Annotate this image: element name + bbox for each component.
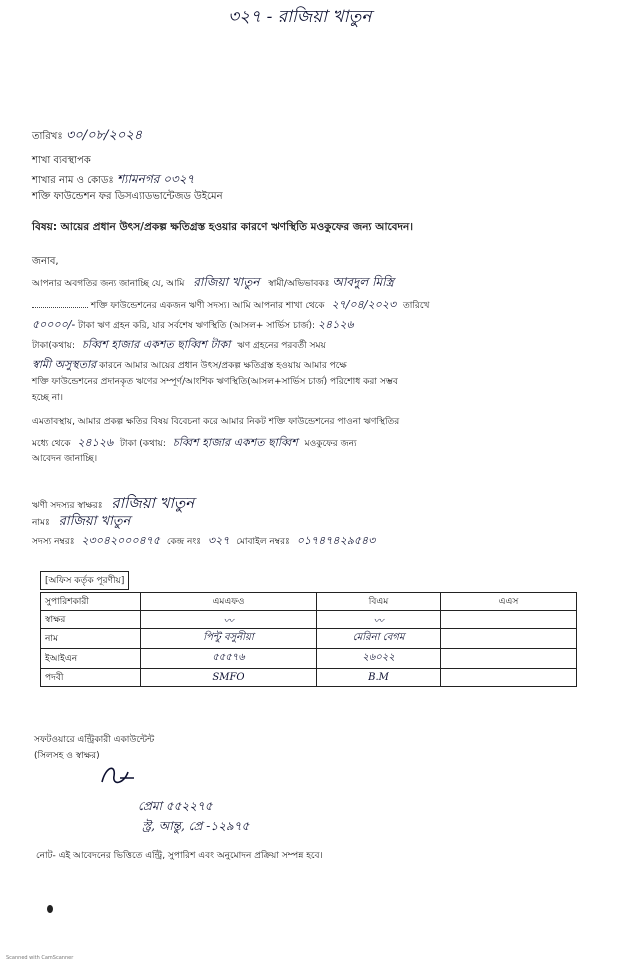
member-name: রাজিয়া খাতুন	[58, 514, 131, 529]
loan-date: ২৭/০৪/২০২৩	[331, 298, 397, 311]
branch-label: শাখার নাম ও কোডঃ	[32, 175, 114, 186]
member-signature: রাজিয়া খাতুন	[111, 494, 195, 512]
address-line-3: শক্তি ফাউন্ডেশন ফর ডিসএ্যাডভান্টেজড উইমেন	[32, 191, 223, 202]
member-name-line: নামঃ রাজিয়া খাতুন	[32, 514, 131, 529]
body-line-1: আপনার অবগতির জন্য জানাচ্ছি যে, আমি রাজিয়া খাতুন স্বামী/অভিভাবকঃ আবদুল মিস্ত্রি	[32, 275, 394, 289]
cause-text: স্বামী অসুস্থতার	[32, 358, 97, 371]
accountant-seal-line-1: প্রেমা ৫৫২২৭৫	[138, 799, 213, 813]
table-row: পদবী SMFO B.M	[41, 669, 577, 687]
body-line-2: শক্তি ফাউন্ডেশনের একজন ঋণী সদস্য। আমি আপনার শাখা থেকে ২৭/০৪/২০২৩ তারিখে	[32, 296, 429, 315]
date-line	[32, 126, 142, 147]
body-line-5: স্বামী অসুস্থতার কারনে আমার আয়ের প্রধান উৎস/প্রকল্প ক্ষতিগ্রস্ত হওয়ায় আমার পক্ষে	[32, 358, 347, 371]
bm-signature: 〰	[317, 611, 441, 629]
mfo-signature: 〰	[141, 611, 317, 629]
office-label: [অফিস কর্তৃক পূরণীয়]	[40, 571, 129, 590]
balance-words: চব্বিশ হাজার একশত ছাব্বিশ টাকা	[81, 338, 231, 351]
office-table	[40, 592, 576, 687]
member-signature-line: ঋণী সদস্যর স্বাক্ষরঃ রাজিয়া খাতুন	[32, 494, 195, 512]
footer-note: নোট- এই আবেদনের ভিত্তিতে এন্ট্রি, সুপারিশ এবং অনুমোদন প্রক্রিয়া সম্পন্ন হবে।	[36, 851, 323, 861]
address-line-1: শাখা ব্যবস্থাপক	[32, 155, 91, 166]
table-row: স্বাক্ষর 〰 〰	[41, 611, 577, 629]
mobile-number: ০১৭৪৭৪২৯৫৪৩	[296, 534, 376, 547]
date-value: ৩০/০৮/২০২৪	[65, 128, 143, 143]
top-handwritten-note: ৩২৭ - রাজিয়া খাতুন	[228, 7, 372, 27]
table-row: নাম পিন্টু বসুনীয়া মেরিনা বেগম	[41, 629, 577, 649]
subject: বিষয়: আয়ের প্রধান উৎস/প্রকল্প ক্ষতিগ্রস্ত হওয়ার কারণে ঋণস্থিতি মওকুফের জন্য আবেদন।	[32, 221, 414, 233]
body-line-10: আবেদন জানাচ্ছি।	[32, 454, 98, 464]
address-line-2	[32, 171, 194, 191]
body-line-8: এমতাবস্থায়, আমার প্রকল্প ক্ষতির বিষয় বিবেচনা করে আমার নিকট শক্তি ফাউন্ডেশনের পাওনা ঋণস্থিতির	[32, 417, 400, 427]
date-label: তারিখঃ	[32, 131, 63, 142]
scanner-watermark: Scanned with CamScanner	[6, 955, 74, 961]
waive-amount: ২৪১২৬	[77, 436, 114, 449]
body-line-6: শক্তি ফাউন্ডেশনের প্রদানকৃত ঋণের সম্পূর্ণ/আংশিক ঋণস্থিতি(আসল+সার্ভিস চার্জ) পরিশোধ করা সম্ভব	[32, 377, 398, 387]
header-recommender: সুপারিশকারী	[41, 593, 141, 611]
header-as: এএস	[441, 593, 577, 611]
table-row: ইআইএন ৫৫৫৭৬ ২৬০২২	[41, 649, 577, 669]
member-number: ২৩০৪২০০০৪৭৫	[81, 534, 161, 547]
body-line-4: টাকা(কথায়: চব্বিশ হাজার একশত ছাব্বিশ টাকা ঋণ গ্রহনের পরবর্তী সময়	[32, 338, 326, 351]
balance-amount: ২৪১২৬	[317, 318, 354, 331]
loan-amount: ৫০০০০/-	[32, 318, 76, 331]
guardian-name: আবদুল মিস্ত্রি	[332, 275, 394, 289]
ink-dot	[47, 905, 53, 913]
center-number: ৩২৭	[207, 534, 230, 547]
body-line-9: মধ্যে থেকে ২৪১২৬ টাকা (কথায়: চব্বিশ হাজার একশত ছাব্বিশ মওকুফের জন্য	[32, 436, 357, 449]
office-table-header-row	[41, 593, 577, 611]
body-line-7: হচ্ছে না।	[32, 393, 63, 403]
member-number-line: সদস্য নম্বরঃ ২৩০৪২০০০৪৭৫ কেন্দ্র নংঃ ৩২৭ মোবাইল নম্বরঃ ০১৭৪৭৪২৯৫৪৩	[32, 534, 376, 547]
waive-words: চব্বিশ হাজার একশত ছাব্বিশ	[172, 436, 298, 449]
header-mfo: এমএফও	[141, 593, 317, 611]
accountant-line-2: (সিলসহ ও স্বাক্ষর)	[34, 751, 100, 761]
branch-value: শ্যামনগর ০৩২৭	[116, 172, 195, 186]
accountant-seal-line-2: স্ট্র, আন্তু, প্রে -১২৯৭৫	[142, 819, 250, 833]
body-line-3: ৫০০০০/- টাকা ঋণ গ্রহন করি, যার সর্বশেষ ঋণস্থিতি (আসল+ সার্ভিস চার্জ): ২৪১২৬	[32, 318, 354, 331]
accountant-line-1: সফটওয়ারে এন্ট্রিকারী একাউন্টেন্ট	[34, 735, 155, 745]
salutation: জনাব,	[32, 256, 59, 267]
header-bm: বিএম	[317, 593, 441, 611]
accountant-signature-mark	[98, 762, 138, 790]
applicant-name: রাজিয়া খাতুন	[193, 275, 260, 289]
